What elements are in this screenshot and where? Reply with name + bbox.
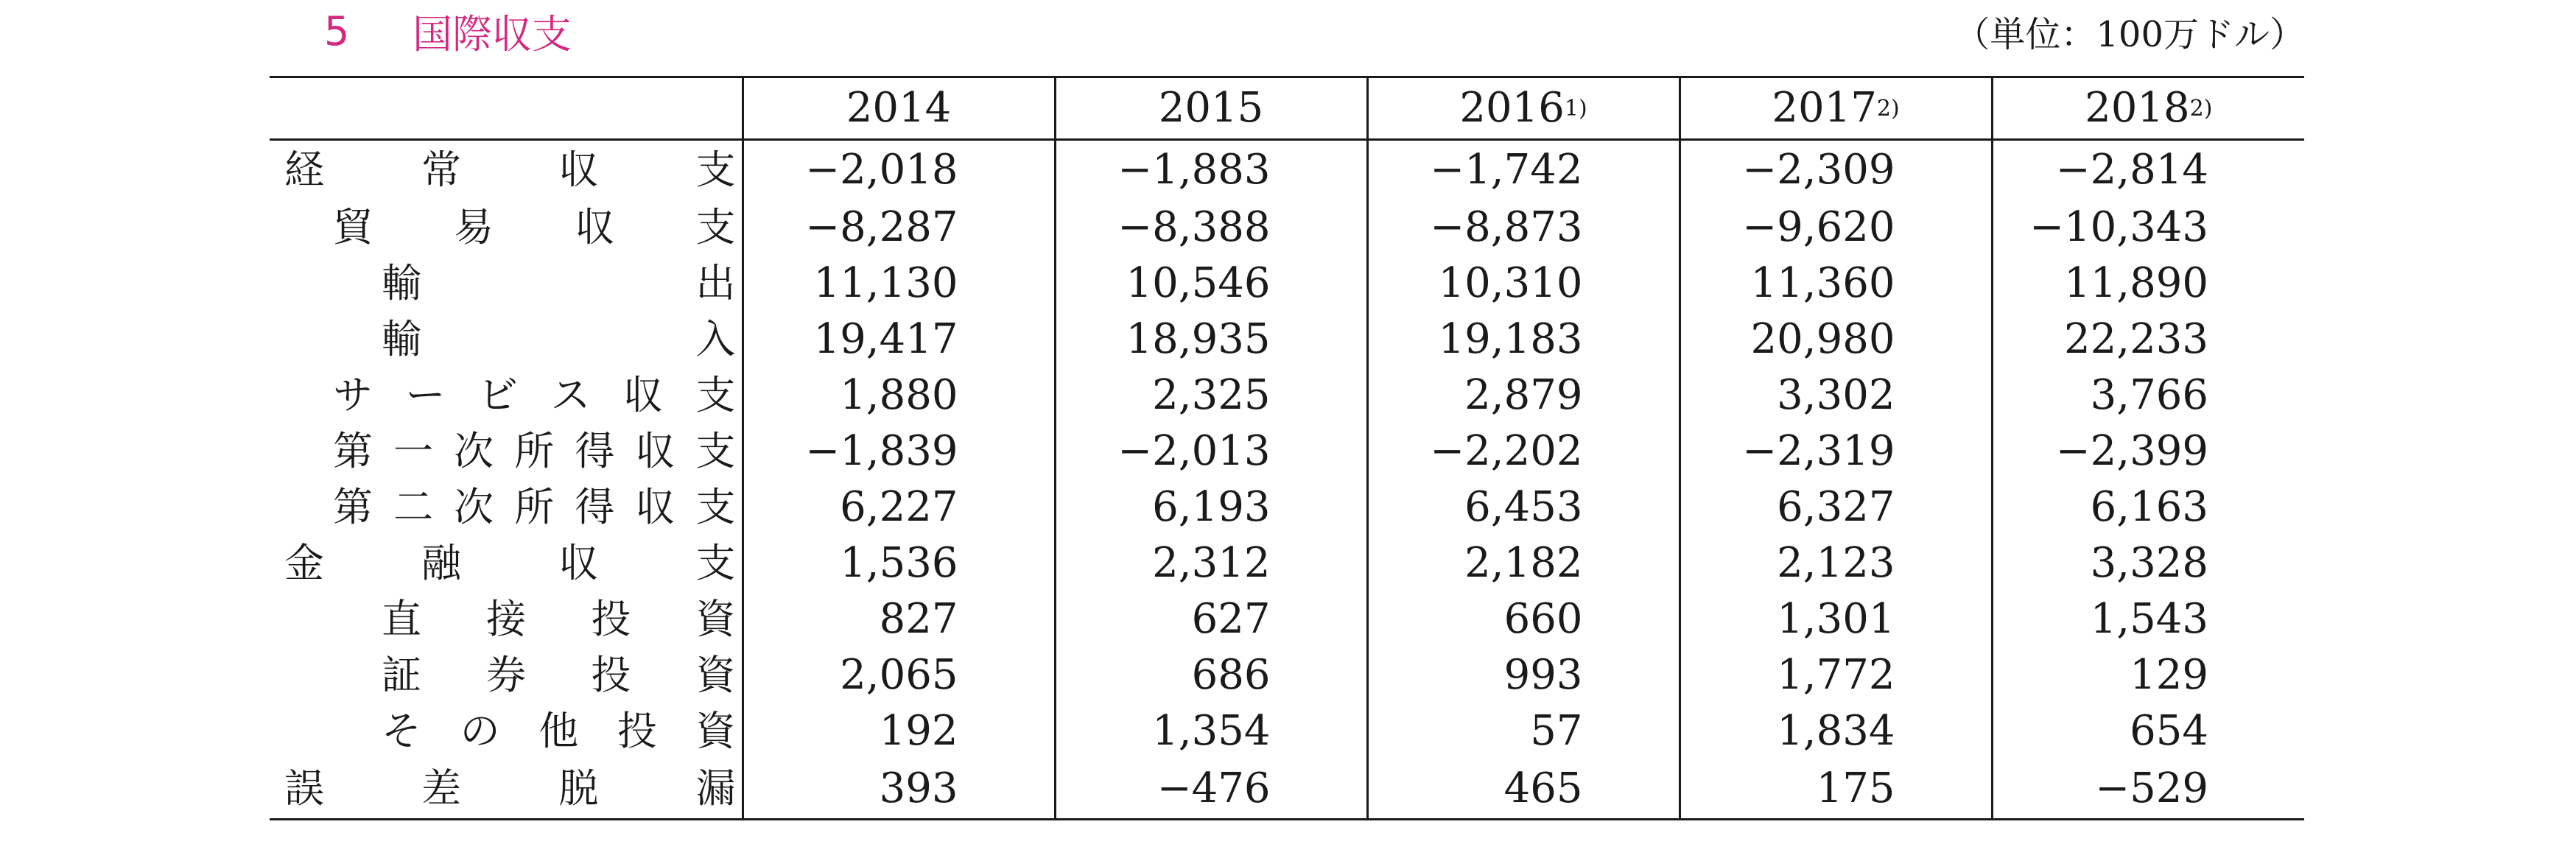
column-header: 2017$^{2)}$ — [1680, 77, 1992, 140]
value-cell: 19,183 — [1367, 312, 1680, 368]
value-cell: 3,328 — [1992, 535, 2304, 591]
row-label — [270, 647, 743, 703]
corner-cell — [270, 77, 743, 140]
value-cell: 2,312 — [1055, 535, 1367, 591]
value-cell: 10,310 — [1367, 256, 1680, 312]
row-label-text: 証 券 投 資 — [382, 652, 736, 698]
row-label — [270, 423, 743, 479]
column-header: 2015 — [1055, 77, 1367, 140]
row-label-text: 第 一 次 所 得 収 支 — [333, 428, 736, 474]
value-cell: −529 — [1992, 759, 2304, 820]
value-cell: 1,536 — [840, 539, 958, 587]
value-cell: 19,417 — [813, 315, 958, 363]
value-cell: 6,453 — [1367, 479, 1680, 535]
value-cell: 22,233 — [1992, 312, 2304, 368]
value-cell: 20,980 — [1680, 312, 1992, 368]
table-row — [270, 647, 2304, 703]
row-label — [270, 200, 743, 256]
row-label — [270, 703, 743, 759]
value-cell: −1,839 — [805, 427, 958, 475]
value-cell: −9,620 — [1680, 200, 1992, 256]
value-cell: 993 — [1367, 647, 1680, 703]
row-label — [270, 759, 743, 820]
table-row — [270, 200, 2304, 256]
table-row — [270, 256, 2304, 312]
value-cell: −2,202 — [1367, 423, 1680, 479]
value-cell: −2,319 — [1680, 423, 1992, 479]
page-title — [324, 4, 572, 57]
value-cell: 1,543 — [1992, 591, 2304, 647]
header-row — [270, 77, 2304, 140]
value-cell: 11,360 — [1680, 256, 1992, 312]
value-cell: 827 — [879, 595, 958, 643]
value-cell: −1,742 — [1367, 140, 1680, 200]
value-cell: 175 — [1680, 759, 1992, 820]
value-cell: 2,182 — [1367, 535, 1680, 591]
value-cell: 6,227 — [840, 483, 958, 531]
footnote-marker: 1) — [1564, 96, 1587, 122]
value-cell: 1,301 — [1680, 591, 1992, 647]
value-cell: 1,354 — [1055, 703, 1367, 759]
row-label-text: 経 常 収 支 — [284, 147, 736, 193]
value-cell: 10,546 — [1055, 256, 1367, 312]
table-row — [270, 368, 2304, 423]
value-cell: 57 — [1367, 703, 1680, 759]
value-cell: 6,327 — [1680, 479, 1992, 535]
value-cell: 18,935 — [1055, 312, 1367, 368]
value-cell: −8,388 — [1055, 200, 1367, 256]
value-cell: 3,302 — [1680, 368, 1992, 423]
row-label-text: 第 二 次 所 得 収 支 — [333, 484, 736, 530]
value-cell: −1,883 — [1055, 140, 1367, 200]
value-cell: 6,163 — [1992, 479, 2304, 535]
value-cell: 129 — [1992, 647, 2304, 703]
value-cell: 11,890 — [1992, 256, 2304, 312]
row-label — [270, 368, 743, 423]
value-cell: 11,130 — [813, 259, 958, 307]
table-row — [270, 759, 2304, 820]
row-label-text: 直 接 投 資 — [382, 596, 736, 642]
row-label — [270, 256, 743, 312]
row-label — [270, 312, 743, 368]
value-cell: 6,193 — [1055, 479, 1367, 535]
value-cell: −2,309 — [1680, 140, 1992, 200]
value-cell: 2,879 — [1367, 368, 1680, 423]
value-cell: −8,287 — [805, 203, 958, 251]
value-cell: −2,018 — [805, 146, 958, 194]
value-cell: 465 — [1367, 759, 1680, 820]
value-cell: 1,772 — [1680, 647, 1992, 703]
value-cell: 2,123 — [1680, 535, 1992, 591]
row-label-text: 輸 出 — [382, 260, 736, 306]
row-label — [270, 591, 743, 647]
value-cell: 2,065 — [840, 651, 958, 699]
value-cell: 660 — [1367, 591, 1680, 647]
table-row — [270, 591, 2304, 647]
value-cell: 1,834 — [1680, 703, 1992, 759]
value-cell: −8,873 — [1367, 200, 1680, 256]
row-label — [270, 535, 743, 591]
value-cell: −10,343 — [1992, 200, 2304, 256]
row-label-text: 輸 入 — [382, 316, 736, 362]
value-cell: −2,399 — [1992, 423, 2304, 479]
table-row — [270, 535, 2304, 591]
footnote-marker: 2) — [1876, 96, 1900, 122]
value-cell: −2,013 — [1055, 423, 1367, 479]
table-row — [270, 312, 2304, 368]
value-cell: 1,880 — [840, 371, 958, 419]
table-row — [270, 140, 2304, 200]
value-cell: −476 — [1055, 759, 1367, 820]
value-cell: −2,814 — [1992, 140, 2304, 200]
value-cell: 192 — [879, 707, 958, 755]
value-cell: 654 — [1992, 703, 2304, 759]
column-header: 2018$^{2)}$ — [1992, 77, 2304, 140]
row-label-text: そ の 他 投 資 — [382, 708, 736, 754]
row-label — [270, 479, 743, 535]
row-label-text: 誤 差 脱 漏 — [284, 765, 736, 812]
value-cell: 686 — [1055, 647, 1367, 703]
section-number: 5 — [324, 7, 350, 54]
column-header: 2014 — [743, 77, 1055, 140]
value-cell: 3,766 — [1992, 368, 2304, 423]
row-label-text: 貿 易 収 支 — [333, 204, 736, 250]
row-label-text: サ ー ビ ス 収 支 — [333, 372, 736, 418]
value-cell: 393 — [743, 759, 1055, 820]
row-label-text: 金 融 収 支 — [284, 540, 736, 586]
value-cell: 2,325 — [1055, 368, 1367, 423]
table-row — [270, 423, 2304, 479]
column-header: 2016$^{1)}$ — [1367, 77, 1680, 140]
unit-note: （単位：100万ドル） — [1954, 13, 2305, 55]
footnote-marker: 2) — [2189, 96, 2213, 122]
section-title: 国際収支 — [413, 10, 572, 57]
value-cell: 627 — [1055, 591, 1367, 647]
row-label — [270, 140, 743, 200]
balance-of-payments-table — [270, 76, 2304, 820]
table-row — [270, 703, 2304, 759]
table-row — [270, 479, 2304, 535]
